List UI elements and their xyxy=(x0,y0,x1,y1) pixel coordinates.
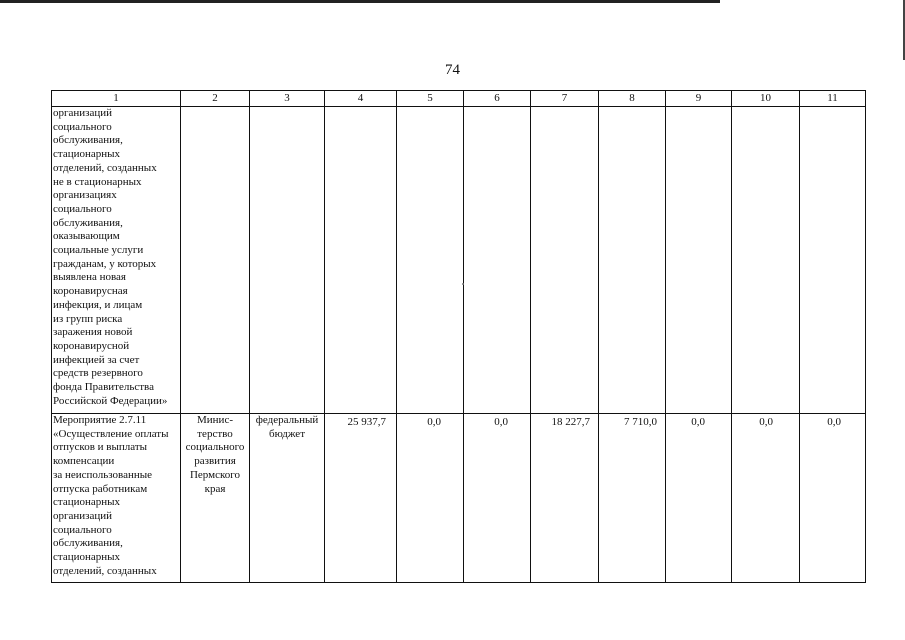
column-header: 11 xyxy=(800,91,866,107)
value-cell-col8: 7 710,0 xyxy=(599,414,666,583)
empty-cell xyxy=(397,107,464,414)
description-line: коронавирусной xyxy=(53,339,130,352)
description-line: выявлена новая xyxy=(53,271,126,284)
description-line: социального xyxy=(53,202,112,215)
scan-speck xyxy=(462,283,464,285)
source-line: бюджет xyxy=(269,427,305,440)
empty-cell xyxy=(732,107,800,414)
column-header: 2 xyxy=(181,91,250,107)
empty-cell xyxy=(325,107,397,414)
description-line: инфекцией за счет xyxy=(53,353,140,366)
column-header: 9 xyxy=(666,91,732,107)
executor-line: Пермского xyxy=(189,468,241,481)
description-line: отделений, созданных xyxy=(53,161,157,174)
source-line: федеральный xyxy=(255,414,319,426)
description-line: не в стационарных xyxy=(53,175,142,188)
description-line: коронавирусная xyxy=(53,285,128,298)
description-line: Российской Федерации» xyxy=(53,394,168,407)
description-line: оказывающим xyxy=(53,230,120,243)
column-header: 3 xyxy=(250,91,325,107)
description-line: социальные услуги xyxy=(53,244,144,257)
column-header: 8 xyxy=(599,91,666,107)
description-line: организаций xyxy=(53,107,113,119)
value-cell-col10: 0,0 xyxy=(732,414,800,583)
column-header: 6 xyxy=(464,91,531,107)
budget-table xyxy=(51,90,866,583)
description-line: компенсации xyxy=(53,455,115,468)
page-number: 74 xyxy=(445,62,460,78)
description-line: Мероприятие 2.7.11 xyxy=(53,414,147,426)
empty-cell xyxy=(800,107,866,414)
executor-line: социального xyxy=(185,441,245,454)
executor-line: развития xyxy=(194,455,236,468)
description-line: обслуживания, xyxy=(53,134,123,147)
column-header: 7 xyxy=(531,91,599,107)
description-line: отделений, созданных xyxy=(53,564,157,577)
table-header-row xyxy=(52,91,866,107)
row-b-description xyxy=(52,414,181,583)
empty-cell xyxy=(599,107,666,414)
description-line: отпуска работникам xyxy=(53,482,148,495)
column-header: 1 xyxy=(52,91,181,107)
value-cell-col4: 25 937,7 xyxy=(325,414,397,583)
description-line: отпусков и выплаты xyxy=(53,441,148,454)
value-cell-col5: 0,0 xyxy=(397,414,464,583)
description-line: организаций xyxy=(53,509,113,522)
description-line: обслуживания, xyxy=(53,537,123,550)
empty-cell xyxy=(666,107,732,414)
column-header: 4 xyxy=(325,91,397,107)
funding-source-cell xyxy=(250,414,325,583)
scan-top-edge xyxy=(0,0,720,3)
table-row xyxy=(52,414,866,583)
column-header: 5 xyxy=(397,91,464,107)
executor-line: терство xyxy=(197,427,233,440)
description-line: социального xyxy=(53,120,112,133)
executor-line: края xyxy=(204,482,226,495)
empty-cell xyxy=(464,107,531,414)
empty-cell xyxy=(531,107,599,414)
column-header: 10 xyxy=(732,91,800,107)
value-cell-col6: 0,0 xyxy=(464,414,531,583)
description-line: организациях xyxy=(53,189,117,202)
description-line: за неиспользованные xyxy=(53,468,153,481)
description-line: стационарных xyxy=(53,148,121,161)
description-line: стационарных xyxy=(53,551,121,564)
executor-line: Минис- xyxy=(197,414,233,426)
description-line: инфекция, и лицам xyxy=(53,298,143,311)
description-line: стационарных xyxy=(53,496,121,509)
value-cell-col11: 0,0 xyxy=(800,414,866,583)
description-line: заражения новой xyxy=(53,326,133,339)
table-row xyxy=(52,107,866,414)
row-a-description xyxy=(52,107,181,414)
description-line: гражданам, у которых xyxy=(53,257,157,270)
description-line: средств резервного xyxy=(53,367,143,380)
value-cell-col7: 18 227,7 xyxy=(531,414,599,583)
description-line: из групп риска xyxy=(53,312,123,325)
empty-cell xyxy=(250,107,325,414)
empty-cell xyxy=(181,107,250,414)
value-cell-col9: 0,0 xyxy=(666,414,732,583)
description-line: обслуживания, xyxy=(53,216,123,229)
description-line: фонда Правительства xyxy=(53,381,154,394)
executor-cell xyxy=(181,414,250,583)
description-line: «Осуществление оплаты xyxy=(53,427,169,440)
description-line: социального xyxy=(53,523,112,536)
